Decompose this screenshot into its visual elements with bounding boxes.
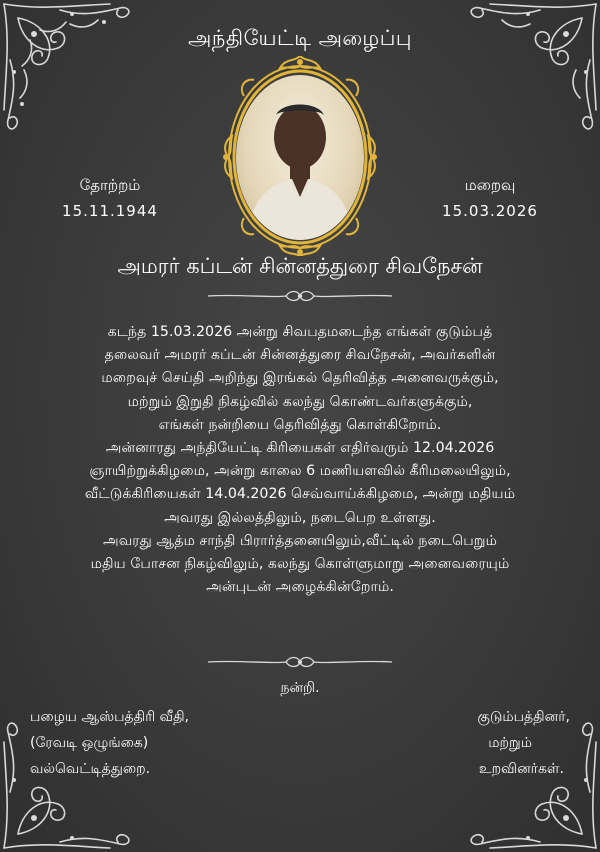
invitation-title: அந்தியேட்டி அழைப்பு <box>188 26 412 50</box>
death-label: மறைவு <box>464 176 516 194</box>
family-line: உறவினர்கள். <box>478 761 564 777</box>
family-signature <box>380 704 570 782</box>
death-date: 15.03.2026 <box>442 202 538 220</box>
death-info <box>420 172 560 224</box>
divider-ornament-top <box>200 286 400 306</box>
address-line: (ரேவடி ஒழுங்கை) <box>30 735 149 751</box>
message-line: ஞாயிற்றுக்கிழமை, அன்று காலை 6 மணியளவில் கீரிமலையிலும், <box>89 463 511 480</box>
birth-info <box>40 172 180 224</box>
address-block <box>30 704 260 782</box>
family-line: குடும்பத்தினர், <box>477 709 570 725</box>
address-line: வல்வெட்டித்துறை. <box>30 761 151 777</box>
message-line: மதிய போசன நிகழ்விலும், கலந்து கொள்ளுமாறு அனைவரையும் <box>90 556 510 573</box>
address-line: பழைய ஆஸ்பத்திரி வீதி, <box>30 709 189 725</box>
gold-frame-ornament <box>222 56 378 256</box>
message-line: அவரது ஆத்ம சாந்தி பிரார்த்தனையிலும்,வீட்டில் நடைபெறும் <box>102 532 498 549</box>
deceased-name: அமரர் கப்டன் சின்னத்துரை சிவநேசன் <box>117 254 483 278</box>
corner-ornament-top-right <box>450 0 600 150</box>
message-line: அன்புடன் அழைக்கின்றோம். <box>206 579 394 596</box>
corner-ornament-top-left <box>0 0 150 150</box>
message-line: அவரது இல்லத்திலும், நடைபெற உள்ளது. <box>164 509 436 526</box>
message-body <box>36 321 564 599</box>
message-line: மற்றும் இறுதி நிகழ்வில் கலந்து கொண்டவர்களுக்கும், <box>127 393 473 410</box>
family-line: மற்றும் <box>488 735 532 751</box>
message-line: கடந்த 15.03.2026 அன்று சிவபதமடைந்த எங்கள் குடும்பத் <box>107 324 493 340</box>
thanks-text: நன்றி. <box>280 680 320 696</box>
birth-label: தோற்றம் <box>79 176 141 194</box>
message-line: வீட்டுக்கிரியைகள் 14.04.2026 செவ்வாய்க்கிழமை, அன்று மதியம் <box>84 486 516 503</box>
message-line: மறைவுச் செய்தி அறிந்து இரங்கல் தெரிவித்த அனைவருக்கும், <box>101 370 499 387</box>
message-line: எங்கள் நன்றியை தெரிவித்து கொள்கிறோம். <box>158 416 442 433</box>
divider-ornament-bottom <box>200 652 400 672</box>
message-line: தலைவர் அமரர் கப்டன் சின்னத்துரை சிவநேசன், அவர்களின் <box>104 347 496 364</box>
message-line: அன்னாரது அந்தியேட்டி கிரியைகள் எதிர்வரும் 12.04.2026 <box>105 440 495 457</box>
birth-date: 15.11.1944 <box>62 202 158 220</box>
